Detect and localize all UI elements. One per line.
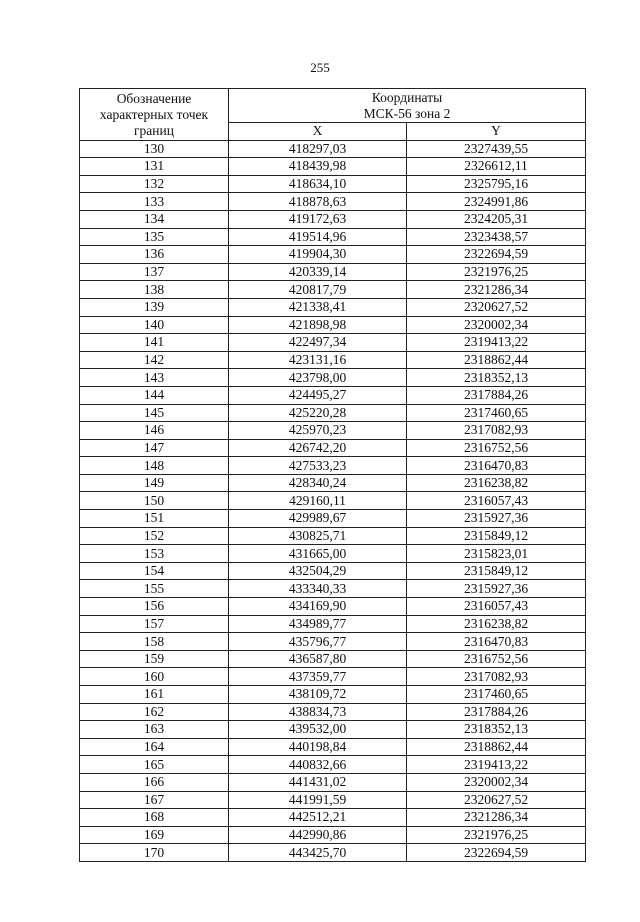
- y-coordinate-cell: 2320002,34: [407, 773, 586, 791]
- point-id-cell: 133: [80, 193, 229, 211]
- y-coordinate-cell: 2321286,34: [407, 281, 586, 299]
- point-id-cell: 162: [80, 703, 229, 721]
- table-row: [80, 650, 586, 668]
- x-coordinate-cell: 426742,20: [229, 439, 407, 457]
- y-column-header: Y: [407, 123, 586, 141]
- table-body: [80, 140, 586, 861]
- x-coordinate-cell: 442512,21: [229, 809, 407, 827]
- x-coordinate-cell: 435796,77: [229, 633, 407, 651]
- table-row: [80, 175, 586, 193]
- table-row: [80, 474, 586, 492]
- table-row: [80, 598, 586, 616]
- y-coordinate-cell: 2316238,82: [407, 474, 586, 492]
- point-id-cell: 155: [80, 580, 229, 598]
- y-coordinate-cell: 2323438,57: [407, 228, 586, 246]
- point-id-cell: 154: [80, 562, 229, 580]
- table-row: [80, 158, 586, 176]
- table-row: [80, 527, 586, 545]
- point-id-cell: 168: [80, 809, 229, 827]
- point-id-cell: 135: [80, 228, 229, 246]
- table-row: [80, 844, 586, 862]
- point-id-cell: 144: [80, 386, 229, 404]
- point-id-cell: 148: [80, 457, 229, 475]
- x-coordinate-cell: 419904,30: [229, 246, 407, 264]
- point-id-cell: 152: [80, 527, 229, 545]
- point-id-cell: 151: [80, 510, 229, 528]
- points-header-line: границ: [134, 123, 174, 139]
- y-coordinate-cell: 2317884,26: [407, 703, 586, 721]
- x-coordinate-cell: 424495,27: [229, 386, 407, 404]
- x-coordinate-cell: 423131,16: [229, 351, 407, 369]
- y-coordinate-cell: 2316057,43: [407, 492, 586, 510]
- point-id-cell: 130: [80, 140, 229, 158]
- x-coordinate-cell: 429989,67: [229, 510, 407, 528]
- x-coordinate-cell: 436587,80: [229, 650, 407, 668]
- point-id-cell: 160: [80, 668, 229, 686]
- x-coordinate-cell: 425220,28: [229, 404, 407, 422]
- table-row: [80, 316, 586, 334]
- y-coordinate-cell: 2316470,83: [407, 633, 586, 651]
- point-id-cell: 131: [80, 158, 229, 176]
- x-coordinate-cell: 419172,63: [229, 210, 407, 228]
- point-id-cell: 149: [80, 474, 229, 492]
- table-row: [80, 246, 586, 264]
- x-coordinate-cell: 429160,11: [229, 492, 407, 510]
- x-coordinate-cell: 418297,03: [229, 140, 407, 158]
- y-coordinate-cell: 2315849,12: [407, 527, 586, 545]
- y-coordinate-cell: 2319413,22: [407, 756, 586, 774]
- y-coordinate-cell: 2318352,13: [407, 721, 586, 739]
- y-coordinate-cell: 2316238,82: [407, 615, 586, 633]
- table-row: [80, 386, 586, 404]
- point-id-cell: 165: [80, 756, 229, 774]
- x-coordinate-cell: 432504,29: [229, 562, 407, 580]
- x-coordinate-cell: 430825,71: [229, 527, 407, 545]
- y-coordinate-cell: 2321286,34: [407, 809, 586, 827]
- point-id-cell: 146: [80, 422, 229, 440]
- x-coordinate-cell: 419514,96: [229, 228, 407, 246]
- point-id-cell: 147: [80, 439, 229, 457]
- table-row: [80, 703, 586, 721]
- y-coordinate-cell: 2322694,59: [407, 844, 586, 862]
- y-coordinate-cell: 2320627,52: [407, 298, 586, 316]
- table-row: [80, 686, 586, 704]
- y-coordinate-cell: 2315927,36: [407, 580, 586, 598]
- point-id-cell: 156: [80, 598, 229, 616]
- table-row: [80, 281, 586, 299]
- point-id-cell: 142: [80, 351, 229, 369]
- table-row: [80, 193, 586, 211]
- x-coordinate-cell: 422497,34: [229, 334, 407, 352]
- point-id-cell: 161: [80, 686, 229, 704]
- table-row: [80, 228, 586, 246]
- points-column-header: [80, 89, 229, 141]
- table-row: [80, 210, 586, 228]
- x-coordinate-cell: 431665,00: [229, 545, 407, 563]
- x-coordinate-cell: 440198,84: [229, 738, 407, 756]
- points-header-line: Обозначение: [116, 91, 192, 107]
- table-row: [80, 826, 586, 844]
- point-id-cell: 136: [80, 246, 229, 264]
- table-row: [80, 633, 586, 651]
- x-coordinate-cell: 428340,24: [229, 474, 407, 492]
- y-coordinate-cell: 2327439,55: [407, 140, 586, 158]
- point-id-cell: 166: [80, 773, 229, 791]
- y-coordinate-cell: 2317082,93: [407, 422, 586, 440]
- table-row: [80, 298, 586, 316]
- x-coordinate-cell: 438109,72: [229, 686, 407, 704]
- x-coordinate-cell: 421898,98: [229, 316, 407, 334]
- x-coordinate-cell: 443425,70: [229, 844, 407, 862]
- table-row: [80, 721, 586, 739]
- point-id-cell: 163: [80, 721, 229, 739]
- y-coordinate-cell: 2317460,65: [407, 686, 586, 704]
- coordinates-header-line: Координаты: [371, 89, 443, 105]
- x-coordinate-cell: 418634,10: [229, 175, 407, 193]
- x-coordinate-cell: 420817,79: [229, 281, 407, 299]
- x-coordinate-cell: 425970,23: [229, 422, 407, 440]
- y-coordinate-cell: 2320627,52: [407, 791, 586, 809]
- point-id-cell: 164: [80, 738, 229, 756]
- point-id-cell: 167: [80, 791, 229, 809]
- point-id-cell: 153: [80, 545, 229, 563]
- y-coordinate-cell: 2318862,44: [407, 738, 586, 756]
- y-coordinate-cell: 2316752,56: [407, 439, 586, 457]
- table-header: [80, 89, 586, 141]
- point-id-cell: 150: [80, 492, 229, 510]
- x-coordinate-cell: 418439,98: [229, 158, 407, 176]
- y-coordinate-cell: 2317460,65: [407, 404, 586, 422]
- coordinates-group-header: [229, 89, 586, 123]
- point-id-cell: 138: [80, 281, 229, 299]
- coordinates-header-line: МСК-56 зона 2: [363, 105, 451, 121]
- table-row: [80, 263, 586, 281]
- table-row: [80, 580, 586, 598]
- y-coordinate-cell: 2325795,16: [407, 175, 586, 193]
- x-coordinate-cell: 442990,86: [229, 826, 407, 844]
- table-row: [80, 791, 586, 809]
- table-row: [80, 773, 586, 791]
- x-coordinate-cell: 421338,41: [229, 298, 407, 316]
- x-column-header: X: [229, 123, 407, 141]
- y-coordinate-cell: 2317884,26: [407, 386, 586, 404]
- page-number: 255: [310, 60, 330, 75]
- x-coordinate-cell: 423798,00: [229, 369, 407, 387]
- table-row: [80, 562, 586, 580]
- point-id-cell: 159: [80, 650, 229, 668]
- y-coordinate-cell: 2326612,11: [407, 158, 586, 176]
- y-coordinate-cell: 2316752,56: [407, 650, 586, 668]
- table-row: [80, 615, 586, 633]
- table-row: [80, 140, 586, 158]
- y-coordinate-cell: 2315823,01: [407, 545, 586, 563]
- table-row: [80, 756, 586, 774]
- y-coordinate-cell: 2315849,12: [407, 562, 586, 580]
- table-row: [80, 738, 586, 756]
- table-row: [80, 334, 586, 352]
- y-coordinate-cell: 2321976,25: [407, 263, 586, 281]
- point-id-cell: 145: [80, 404, 229, 422]
- table-row: [80, 510, 586, 528]
- point-id-cell: 134: [80, 210, 229, 228]
- table-row: [80, 439, 586, 457]
- point-id-cell: 170: [80, 844, 229, 862]
- point-id-cell: 140: [80, 316, 229, 334]
- x-coordinate-cell: 441991,59: [229, 791, 407, 809]
- y-coordinate-cell: 2320002,34: [407, 316, 586, 334]
- point-id-cell: 132: [80, 175, 229, 193]
- y-coordinate-cell: 2319413,22: [407, 334, 586, 352]
- points-header-line: характерных точек: [99, 107, 209, 123]
- x-coordinate-cell: 433340,33: [229, 580, 407, 598]
- table-row: [80, 809, 586, 827]
- y-coordinate-cell: 2321976,25: [407, 826, 586, 844]
- table-row: [80, 404, 586, 422]
- table-row: [80, 457, 586, 475]
- y-coordinate-cell: 2324991,86: [407, 193, 586, 211]
- x-coordinate-cell: 418878,63: [229, 193, 407, 211]
- table-row: [80, 351, 586, 369]
- point-id-cell: 169: [80, 826, 229, 844]
- point-id-cell: 139: [80, 298, 229, 316]
- y-coordinate-cell: 2317082,93: [407, 668, 586, 686]
- y-coordinate-cell: 2318352,13: [407, 369, 586, 387]
- point-id-cell: 137: [80, 263, 229, 281]
- x-coordinate-cell: 434989,77: [229, 615, 407, 633]
- y-coordinate-cell: 2315927,36: [407, 510, 586, 528]
- y-coordinate-cell: 2322694,59: [407, 246, 586, 264]
- point-id-cell: 143: [80, 369, 229, 387]
- y-coordinate-cell: 2324205,31: [407, 210, 586, 228]
- table-row: [80, 369, 586, 387]
- x-coordinate-cell: 427533,23: [229, 457, 407, 475]
- x-coordinate-cell: 438834,73: [229, 703, 407, 721]
- y-coordinate-cell: 2316470,83: [407, 457, 586, 475]
- x-coordinate-cell: 440832,66: [229, 756, 407, 774]
- table-row: [80, 422, 586, 440]
- point-id-cell: 157: [80, 615, 229, 633]
- x-coordinate-cell: 439532,00: [229, 721, 407, 739]
- x-coordinate-cell: 434169,90: [229, 598, 407, 616]
- x-coordinate-cell: 441431,02: [229, 773, 407, 791]
- table-row: [80, 668, 586, 686]
- x-coordinate-cell: 437359,77: [229, 668, 407, 686]
- coordinates-table: [79, 88, 586, 862]
- y-coordinate-cell: 2318862,44: [407, 351, 586, 369]
- point-id-cell: 141: [80, 334, 229, 352]
- y-coordinate-cell: 2316057,43: [407, 598, 586, 616]
- table-row: [80, 492, 586, 510]
- table-row: [80, 545, 586, 563]
- x-coordinate-cell: 420339,14: [229, 263, 407, 281]
- point-id-cell: 158: [80, 633, 229, 651]
